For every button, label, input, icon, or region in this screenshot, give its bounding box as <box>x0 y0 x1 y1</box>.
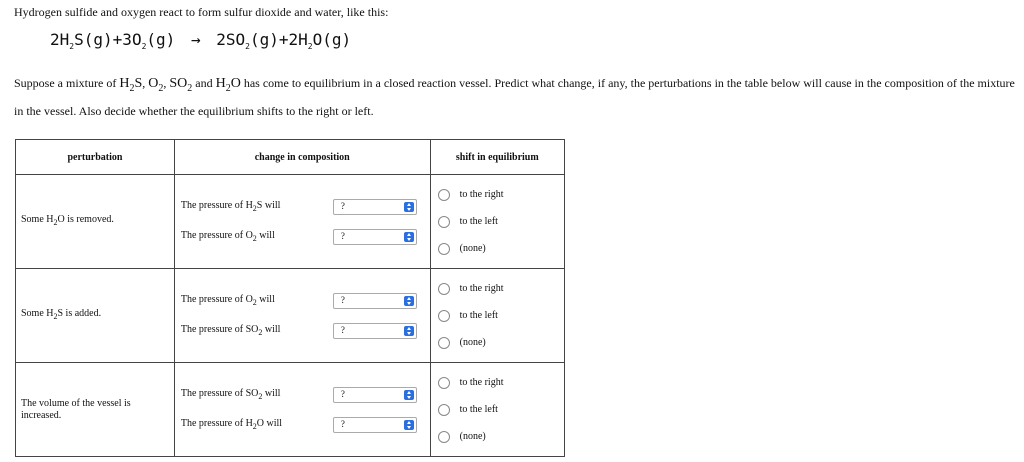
change-label: The pressure of $O_2$ will <box>180 230 275 243</box>
change-label: The pressure of $H_2O$ will <box>180 418 283 431</box>
change-select[interactable]: ? <box>333 229 417 245</box>
table-row <box>16 269 565 363</box>
shift-option-right[interactable]: to the right <box>438 369 564 396</box>
table-row <box>16 363 565 457</box>
header-perturbation: perturbation <box>16 140 175 175</box>
select-arrow-icon <box>404 390 414 400</box>
intro-text: Hydrogen sulfide and oxygen react to form sulfur dioxide and water, like this: <box>14 5 389 19</box>
change-cell <box>174 363 430 457</box>
shift-option-right[interactable]: to the right <box>438 275 564 302</box>
perturbation-cell: Some $H_2S$ is added. <box>16 269 175 363</box>
shift-option-left[interactable]: to the left <box>438 302 564 329</box>
table-row <box>16 175 565 269</box>
shift-cell <box>430 269 564 363</box>
reaction-arrow: → <box>190 30 201 49</box>
shift-option-none[interactable]: (none) <box>438 423 564 450</box>
change-label: The pressure of $SO_2$ will <box>180 324 281 337</box>
header-change: change in composition <box>174 140 430 175</box>
change-select[interactable]: ? <box>333 199 417 215</box>
shift-option-none[interactable]: (none) <box>438 235 564 262</box>
select-arrow-icon <box>404 296 414 306</box>
change-cell <box>174 175 430 269</box>
question-text: Suppose a mixture of $H_2S$, $O_2$, $SO_2$ and $H_2O$ has come to equilibrium in a closed reaction vessel. Predict what change, if any, the perturbations in the table below will cause in the composition of the mixture in the vessel. Also decide whether the equilibrium shifts to the right or left. <box>14 76 1015 118</box>
radio-button[interactable] <box>438 431 450 443</box>
change-cell <box>174 269 430 363</box>
radio-button[interactable] <box>438 310 450 322</box>
radio-button[interactable] <box>438 337 450 349</box>
select-arrow-icon <box>404 232 414 242</box>
change-select[interactable]: ? <box>333 417 417 433</box>
change-select[interactable]: ? <box>333 387 417 403</box>
shift-cell <box>430 175 564 269</box>
radio-button[interactable] <box>438 243 450 255</box>
radio-button[interactable] <box>438 377 450 389</box>
change-label: The pressure of $SO_2$ will <box>180 388 281 401</box>
shift-option-left[interactable]: to the left <box>438 208 564 235</box>
select-arrow-icon <box>404 326 414 336</box>
shift-option-left[interactable]: to the left <box>438 396 564 423</box>
radio-button[interactable] <box>438 404 450 416</box>
shift-cell <box>430 363 564 457</box>
chemical-equation: $2H_2S(g)+3O_2(g) \to 2SO_2(g)+2H_2O(g)$ <box>50 30 352 52</box>
change-label: The pressure of $O_2$ will <box>180 294 275 307</box>
shift-option-right[interactable]: to the right <box>438 181 564 208</box>
shift-option-none[interactable]: (none) <box>438 329 564 356</box>
perturbation-cell: The volume of the vessel is increased. <box>16 363 175 457</box>
change-label: The pressure of $H_2S$ will <box>180 200 281 213</box>
radio-button[interactable] <box>438 283 450 295</box>
table-header-row <box>16 140 565 175</box>
header-shift: shift in equilibrium <box>430 140 564 175</box>
perturbation-cell: Some $H_2O$ is removed. <box>16 175 175 269</box>
select-arrow-icon <box>404 202 414 212</box>
select-arrow-icon <box>404 420 414 430</box>
perturbation-table <box>15 139 565 457</box>
radio-button[interactable] <box>438 189 450 201</box>
radio-button[interactable] <box>438 216 450 228</box>
change-select[interactable]: ? <box>333 293 417 309</box>
change-select[interactable]: ? <box>333 323 417 339</box>
